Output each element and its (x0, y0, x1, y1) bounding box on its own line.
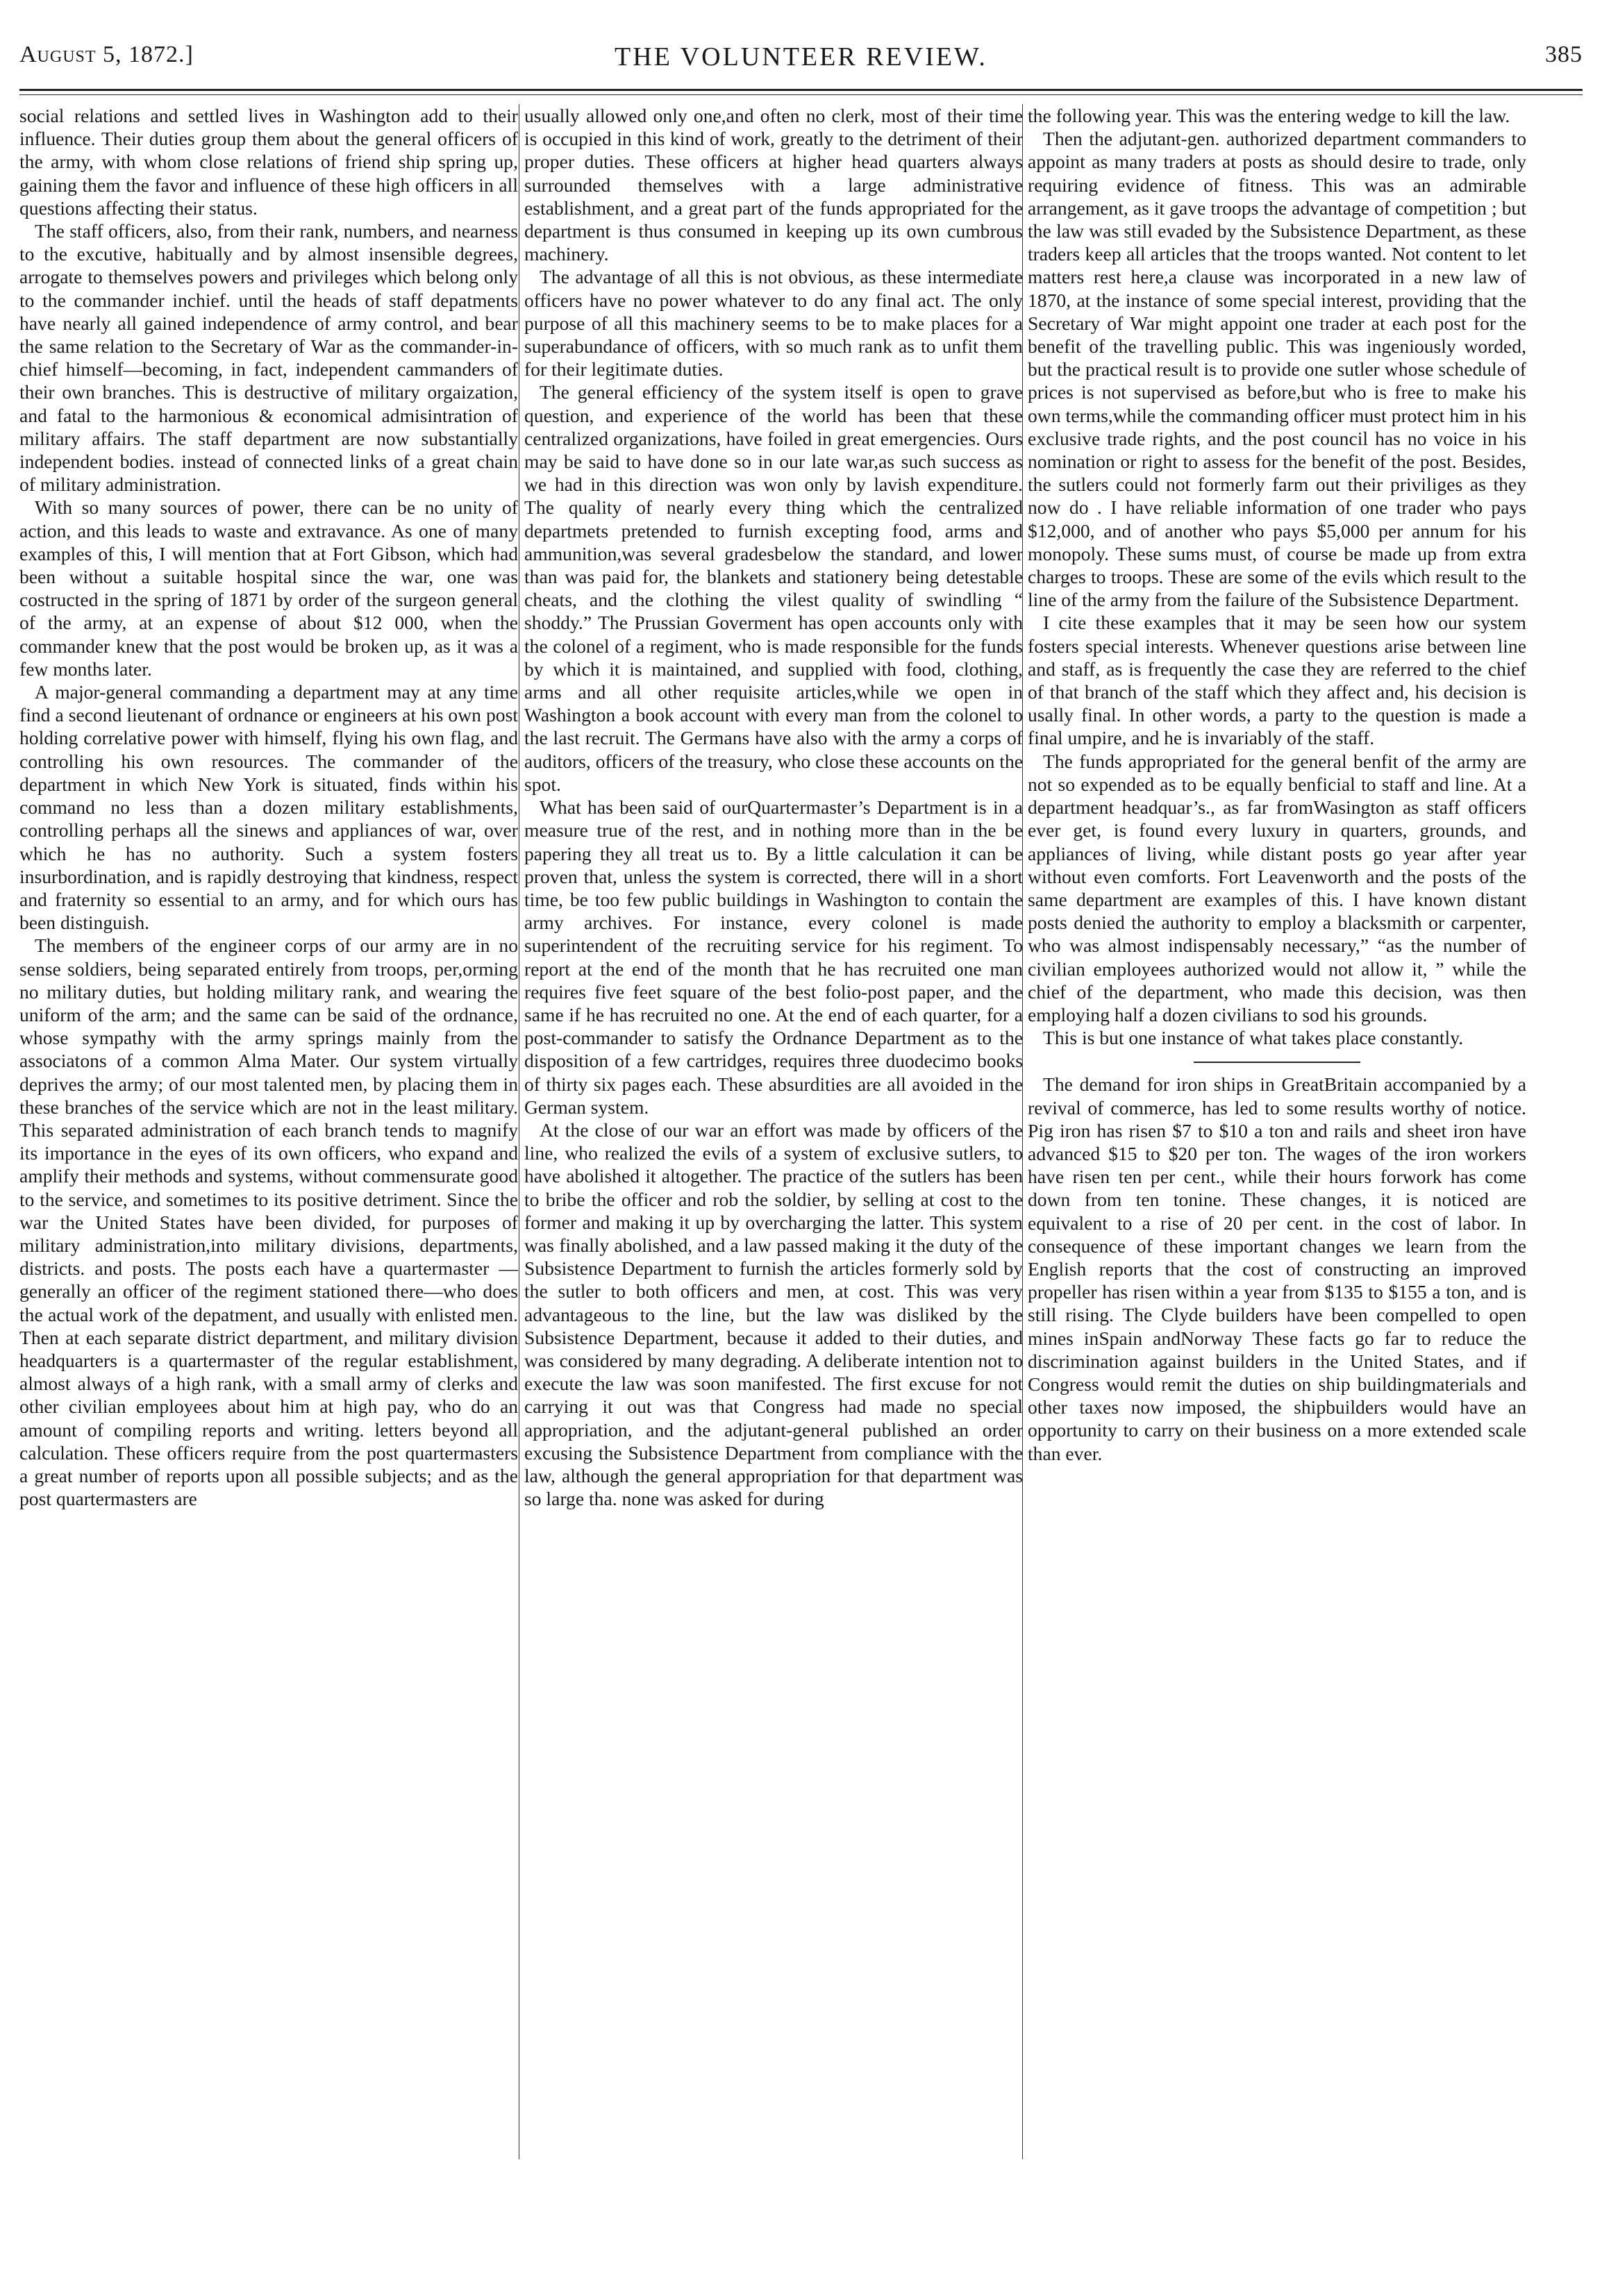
paragraph: What has been said of ourQuartermaster’s Department is in a measure true of the rest, and in nothing more than in the be papering they all treat us to. By a little calculation it can be proven that, unless the system is corrected, there will in a short time, be too few public buildings in Washington to contain the army archives. For instance, every colonel is made superintendent of the recruiting service for his regiment. To report at the end of the month that he has recruited one man requires five feet square of the best folio-post paper, and the same if he has recruited no one. At the end of each quarter, for a post-commander to satisfy the Ordnance Department as to the disposition of a few cartridges, requires three duodecimo books of thirty six pages each. These absurdities are all avoided in the German system. (524, 796, 1023, 1118)
header-rule-thin (19, 94, 1583, 95)
publication-title: THE VOLUNTEER REVIEW. (615, 42, 987, 72)
column-1 (19, 104, 518, 1510)
column-2 (524, 104, 1023, 1510)
paragraph: The funds appropriated for the general benfit of the army are not so expended as to be equally benficial to staff and line. At a department headquar’s., as far fromWasington as staff officers ever get, is found every luxury in quarters, grounds, and appliances of living, while distant posts go year after year without even comforts. Fort Leavenworth and the posts of the same department are examples of this. I have known distant posts denied the authority to employ a blacksmith or carpenter, who was almost indispensably necessary,” “as the number of civilian employees authorized would not allow it, ” while the chief of the department, who made this decision, was then employing half a dozen civilians to sod his grounds. (1028, 750, 1526, 1025)
paragraph: The advantage of all this is not obvious, as these intermediate officers have no power whatever to do any final act. The only purpose of all this machinery seems to be to make places for a superabundance of officers, with so much rank as to unfit them for their legitimate duties. (524, 266, 1023, 380)
paragraph: With so many sources of power, there can be no unity of action, and this leads to waste and extravance. As one of many examples of this, I will mention that at Fort Gibson, which had been without a suitable hospital since the war, one was costructed in the spring of 1871 by order of the surgeon general of the army, at an expense of about $12 000, when the commander knew that the post would be broken up, as it was a few months later. (19, 496, 518, 680)
header-rule (19, 89, 1583, 91)
paragraph: social relations and settled lives in Washington add to their influence. Their duties group them about the general officers of the army, with whom close relations of friend ship spring up, gaining them the favor and influence of these high officers in all questions affecting their status. (19, 105, 518, 219)
page-number: 385 (1545, 42, 1583, 67)
paragraph: Then the adjutant-gen. authorized department commanders to appoint as many traders at posts as should desire to trade, only requiring evidence of fitness. This was an admirable arrangement, as it gave troops the advantage of competition ; but the law was still evaded by the Subsistence Department, as these traders keep all articles that the troops wanted. Not content to let matters rest here,a clause was incorporated in a new law of 1870, at the instance of some special interest, providing that the Secretary of War might appoint one trader at each post for the benefit of the travelling public. This was ingeniously worded, but the practical result is to provide one sutler whose schedule of prices is not supervised as before,but who is free to make his own terms,while the commanding officer must protect him in his exclusive trade rights, and the post council has no voice in his nomination or right to assess for the benefit of the post. Besides, the sutlers could not formerly farm out their priviliges as they now do . I have reliable information of one trader who pays $12,000, and of another who pays $5,000 per annum for his monopoly. These sums must, of course be made up from extra charges to troops. These are some of the evils which result to the line of the army from the failure of the Subsistence Department. (1028, 128, 1526, 611)
paragraph: A major-general commanding a department may at any time find a second lieutenant of ordnance or engineers at his own post holding correlative power with himself, flying his own flag, and controlling his own resources. The commander of the department in which New York is situated, finds within his command no less than a dozen military establishments, controlling perhaps all the sinews and appliances of war, over which he has no authority. Such a system fosters insurbordination, and is rapidly destroying that kindness, respect and fraternity so essential to an army, and for which ours has been distinguish. (19, 681, 518, 934)
paragraph: The members of the engineer corps of our army are in no sense soldiers, being separated entirely from troops, per,orming no military duties, but holding military rank, and wearing the uniform of the arm; and the same can be said of the ordnance, whose sympathy with the army springs mainly from the associatons of a common Alma Mater. Our system virtually deprives the army; of our most talented men, by placing them in these branches of the service which are not in the least military. This separated administration of each branch tends to magnify its importance in the eyes of its own officers, who expand and amplify their methods and systems, without commensurate good to the service, and sometimes to its positive detriment. Since the war the United States have been divided, for purposes of military administration,into military divisions, departments, districts. and posts. The posts each have a quartermaster —generally an officer of the regiment stationed there—who does the actual work of the depatment, and usually with enlisted men. Then at each separate district department, and military division headquarters is a quartermaster of the regular establishment, almost always of a high rank, with a small army of clerks and other civilian employees about him at high pay, who do an amount of compiling reports and writing. letters beyond all calculation. These officers require from the post quartermasters a great number of reports upon all possible subjects; and as the post quartermasters are (19, 935, 518, 1510)
paragraph: The staff officers, also, from their rank, numbers, and nearness to the excutive, habitually and by almost insensible degrees, arrogate to themselves powers and privileges which belong only to the commander inchief. until the heads of staff depatments have nearly all gained independence of army control, and bear the same relation to the Secretary of War as the commander-in-chief himself—becoming, in fact, independent cammanders of their own branches. This is destructive of military orgaization, and fatal to the harmonious & economical admisintration of military affairs. The staff department are now substantially independent bodies. instead of connected links of a great chain of military administration. (19, 220, 518, 496)
paragraph: The demand for iron ships in GreatBritain accompanied by a revival of commerce, has led to some results worthy of notice. Pig iron has risen $7 to $10 a ton and rails and sheet iron have advanced $15 to $20 per ton. The wages of the iron workers have risen ten per cent., while their hours forwork has come down from ten tonine. These changes, it is noticed are equivalent to a rise of 20 per cent. in the cost of labor. In consequence of these important changes we learn from the English reports that the cost of constructing an improved propeller has risen within a year from $135 to $155 a ton, and is still rising. The Clyde builders have been compelled to open mines inSpain andNorway These facts go far to reduce the discrimination against builders in the United States, and if Congress would remit the duties on ship buildingmaterials and other taxes now imposed, the shipbuilders would have an opportunity to carry on their business on a more extended scale than ever. (1028, 1073, 1526, 1464)
page-header (19, 42, 1583, 90)
column-3 (1028, 104, 1526, 1465)
article-separator (1194, 1062, 1360, 1063)
paragraph: The general efficiency of the system itself is open to grave question, and experience of the world has been that these centralized organizations, have foiled in great emergencies. Ours may be said to have done so in our late war,as such success as we had in this direction was won only by lavish expenditure. The quality of nearly every thing which the centralized departmets pretended to furnish excepting food, arms and ammunition,was several gradesbelow the standard, and lower than was paid for, the blankets and stationery being detestable cheats, and the clothing the vilest quality of swindling “ shoddy.” The Prussian Goverment has open accounts only with the colonel of a regiment, who is made responsible for the funds by which it is maintained, and supplied with food, clothing, arms and all other requisite articles,while we open in Washington a book account with every man from the colonel to the last recruit. The Germans have also with the army a corps of auditors, officers of the treasury, who close these accounts on the spot. (524, 381, 1023, 795)
paragraph: usually allowed only one,and often no clerk, most of their time is occupied in this kind of work, greatly to the detriment of their proper duties. These officers at higher head quarters always surrounded themselves with a large administrative establishment, and a great part of the funds appropriated for the department is thus consumed in keeping up its own cumbrous machinery. (524, 105, 1023, 265)
issue-date: August 5, 1872.] (19, 42, 194, 67)
paragraph: the following year. This was the entering wedge to kill the law. (1028, 105, 1510, 126)
paragraph: I cite these examples that it may be seen how our system fosters special interests. Whenever questions arise between line and staff, as is frequently the case they are referred to the chief of that branch of the staff which they affect and, his decision is usally final. In other words, a party to the question is made a final umpire, and he is invariably of the staff. (1028, 612, 1526, 749)
paragraph: This is but one instance of what takes place constantly. (1043, 1027, 1464, 1049)
paragraph: At the close of our war an effort was made by officers of the line, who realized the evils of a system of exclusive sutlers, to have abolished it altogether. The practice of the sutlers has been to bribe the officer and rob the soldier, by selling at cost to the former and making it up by overcharging the latter. This system was finally abolished, and a law passed making it the duty of the Subsistence Department to furnish the articles formerly sold by the sutler to both officers and men, at cost. This was very advantageous to the line, but the law was disliked by the Subsistence Department, because it added to their duties, and was considered by many degrading. A deliberate intention not to execute the law was soon manifested. The first excuse for not carrying it out was that Congress had made no special appropriation, and the adjutant-general published an order excusing the Subsistence Department from compliance with the law, although the general appropriation for that department was so large tha. none was asked for during (524, 1118, 1023, 1510)
